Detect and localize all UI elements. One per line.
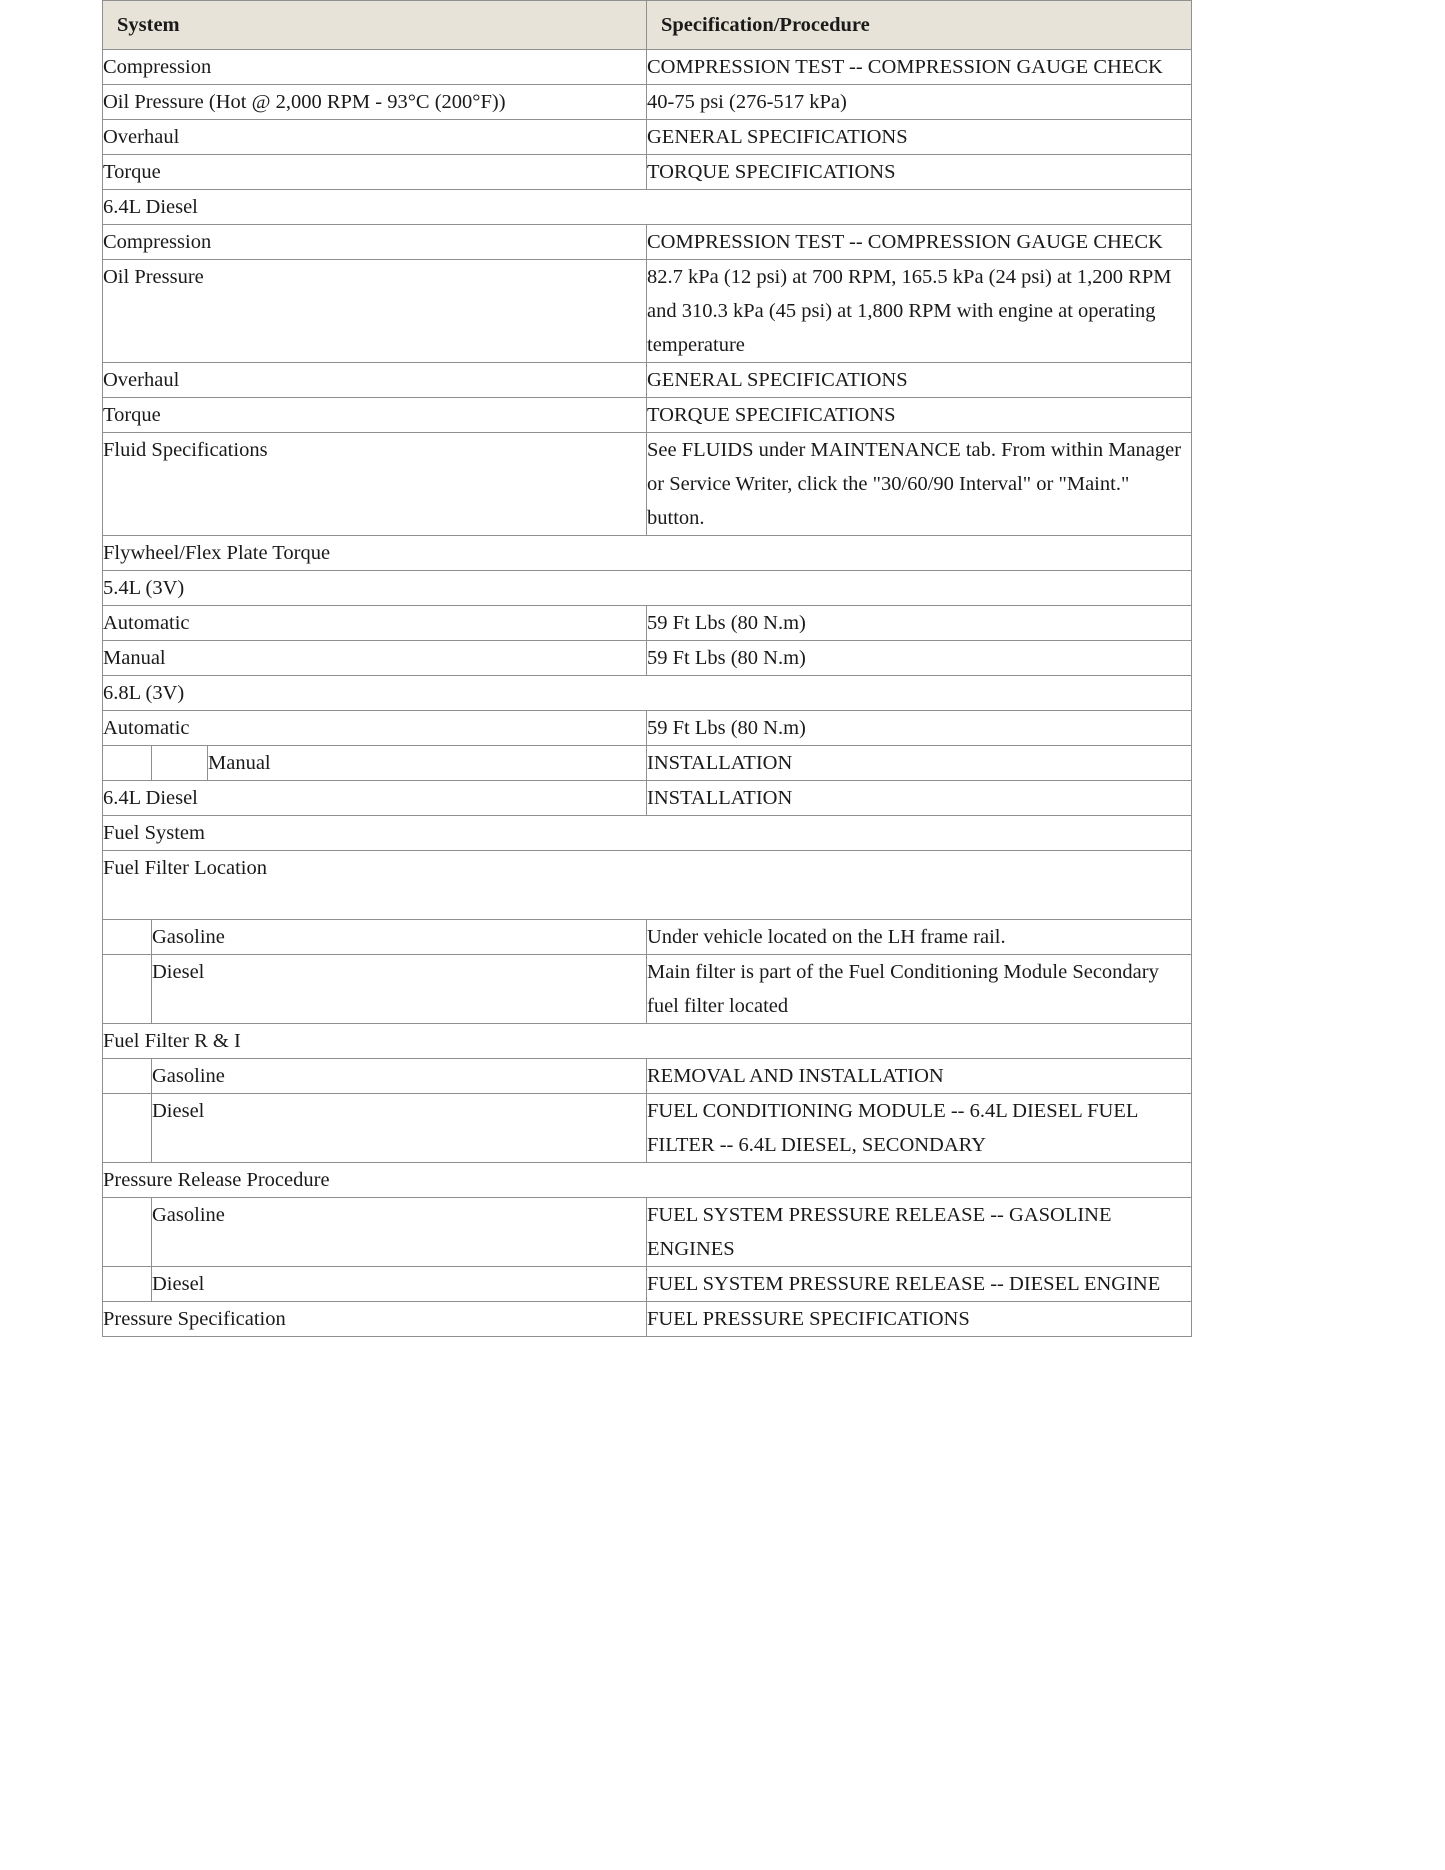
table-row (103, 363, 1192, 398)
table-header-row (103, 1, 1192, 50)
table-row (103, 433, 1192, 536)
section-label: 6.8L (3V) (103, 676, 1192, 711)
system-cell: Overhaul (103, 120, 647, 155)
table-section-row (103, 676, 1192, 711)
indent-spacer (103, 920, 152, 955)
table-row (103, 1267, 1192, 1302)
system-cell: 6.4L Diesel (103, 781, 647, 816)
table-row (103, 1094, 1192, 1163)
spec-cell: INSTALLATION (647, 746, 1192, 781)
table-row (103, 920, 1192, 955)
section-label: Fuel Filter R & I (103, 1024, 1192, 1059)
section-label: 6.4L Diesel (103, 190, 1192, 225)
system-cell: Automatic (103, 606, 647, 641)
spec-cell: 82.7 kPa (12 psi) at 700 RPM, 165.5 kPa (24 psi) at 1,200 RPM and 310.3 kPa (45 psi) at 1,800 RPM with engine at operating temperature (647, 260, 1192, 363)
section-label: 5.4L (3V) (103, 571, 1192, 606)
system-cell: Diesel (152, 1094, 647, 1163)
system-cell: Fluid Specifications (103, 433, 647, 536)
section-label: Flywheel/Flex Plate Torque (103, 536, 1192, 571)
table-row (103, 50, 1192, 85)
table-row (103, 260, 1192, 363)
table-section-row (103, 536, 1192, 571)
table-row (103, 85, 1192, 120)
system-cell: Diesel (152, 1267, 647, 1302)
specifications-table (102, 0, 1192, 1337)
indent-spacer (103, 1198, 152, 1267)
table-row (103, 120, 1192, 155)
section-label: Fuel System (103, 816, 1192, 851)
table-row (103, 1059, 1192, 1094)
table-row (103, 1198, 1192, 1267)
system-cell: Gasoline (152, 920, 647, 955)
spec-cell: 40-75 psi (276-517 kPa) (647, 85, 1192, 120)
header-spec: Specification/Procedure (647, 1, 1192, 50)
spec-cell: COMPRESSION TEST -- COMPRESSION GAUGE CHECK (647, 50, 1192, 85)
table-section-row (103, 1163, 1192, 1198)
table-row (103, 955, 1192, 1024)
system-cell: Manual (208, 746, 647, 781)
spec-cell: COMPRESSION TEST -- COMPRESSION GAUGE CHECK (647, 225, 1192, 260)
spec-cell: INSTALLATION (647, 781, 1192, 816)
table-row (103, 746, 1192, 781)
system-cell: Gasoline (152, 1059, 647, 1094)
spec-cell: 59 Ft Lbs (80 N.m) (647, 606, 1192, 641)
spec-cell: 59 Ft Lbs (80 N.m) (647, 711, 1192, 746)
table-row (103, 606, 1192, 641)
system-cell: Pressure Specification (103, 1302, 647, 1337)
system-cell: Torque (103, 155, 647, 190)
spec-cell: GENERAL SPECIFICATIONS (647, 363, 1192, 398)
table-row (103, 155, 1192, 190)
spec-cell: Main filter is part of the Fuel Conditioning Module Secondary fuel filter located (647, 955, 1192, 1024)
indent-spacer (103, 1059, 152, 1094)
section-label: Fuel Filter Location (103, 851, 1192, 920)
system-cell: Overhaul (103, 363, 647, 398)
table-section-row (103, 571, 1192, 606)
spec-cell: FUEL SYSTEM PRESSURE RELEASE -- GASOLINE ENGINES (647, 1198, 1192, 1267)
spec-cell: See FLUIDS under MAINTENANCE tab. From within Manager or Service Writer, click the "30/60/90 Interval" or "Maint." button. (647, 433, 1192, 536)
indent-spacer (103, 1267, 152, 1302)
spec-cell: 59 Ft Lbs (80 N.m) (647, 641, 1192, 676)
spec-cell: FUEL SYSTEM PRESSURE RELEASE -- DIESEL ENGINE (647, 1267, 1192, 1302)
table-row (103, 398, 1192, 433)
table-section-row (103, 816, 1192, 851)
table-row (103, 711, 1192, 746)
header-system: System (103, 1, 647, 50)
section-label: Pressure Release Procedure (103, 1163, 1192, 1198)
table-row (103, 781, 1192, 816)
spec-cell: FUEL PRESSURE SPECIFICATIONS (647, 1302, 1192, 1337)
system-cell: Oil Pressure (103, 260, 647, 363)
spec-cell: REMOVAL AND INSTALLATION (647, 1059, 1192, 1094)
table-row (103, 641, 1192, 676)
system-cell: Automatic (103, 711, 647, 746)
spec-cell: Under vehicle located on the LH frame rail. (647, 920, 1192, 955)
system-cell: Gasoline (152, 1198, 647, 1267)
table-row (103, 1302, 1192, 1337)
table-section-row (103, 190, 1192, 225)
indent-spacer (103, 955, 152, 1024)
indent-spacer (103, 746, 152, 781)
table-section-row (103, 1024, 1192, 1059)
system-cell: Manual (103, 641, 647, 676)
spec-cell: FUEL CONDITIONING MODULE -- 6.4L DIESEL FUEL FILTER -- 6.4L DIESEL, SECONDARY (647, 1094, 1192, 1163)
spec-cell: TORQUE SPECIFICATIONS (647, 398, 1192, 433)
spec-cell: GENERAL SPECIFICATIONS (647, 120, 1192, 155)
system-cell: Compression (103, 50, 647, 85)
spec-cell: TORQUE SPECIFICATIONS (647, 155, 1192, 190)
indent-spacer (152, 746, 208, 781)
table-row (103, 225, 1192, 260)
system-cell: Diesel (152, 955, 647, 1024)
system-cell: Torque (103, 398, 647, 433)
table-section-row (103, 851, 1192, 920)
system-cell: Compression (103, 225, 647, 260)
indent-spacer (103, 1094, 152, 1163)
system-cell: Oil Pressure (Hot @ 2,000 RPM - 93°C (200°F)) (103, 85, 647, 120)
